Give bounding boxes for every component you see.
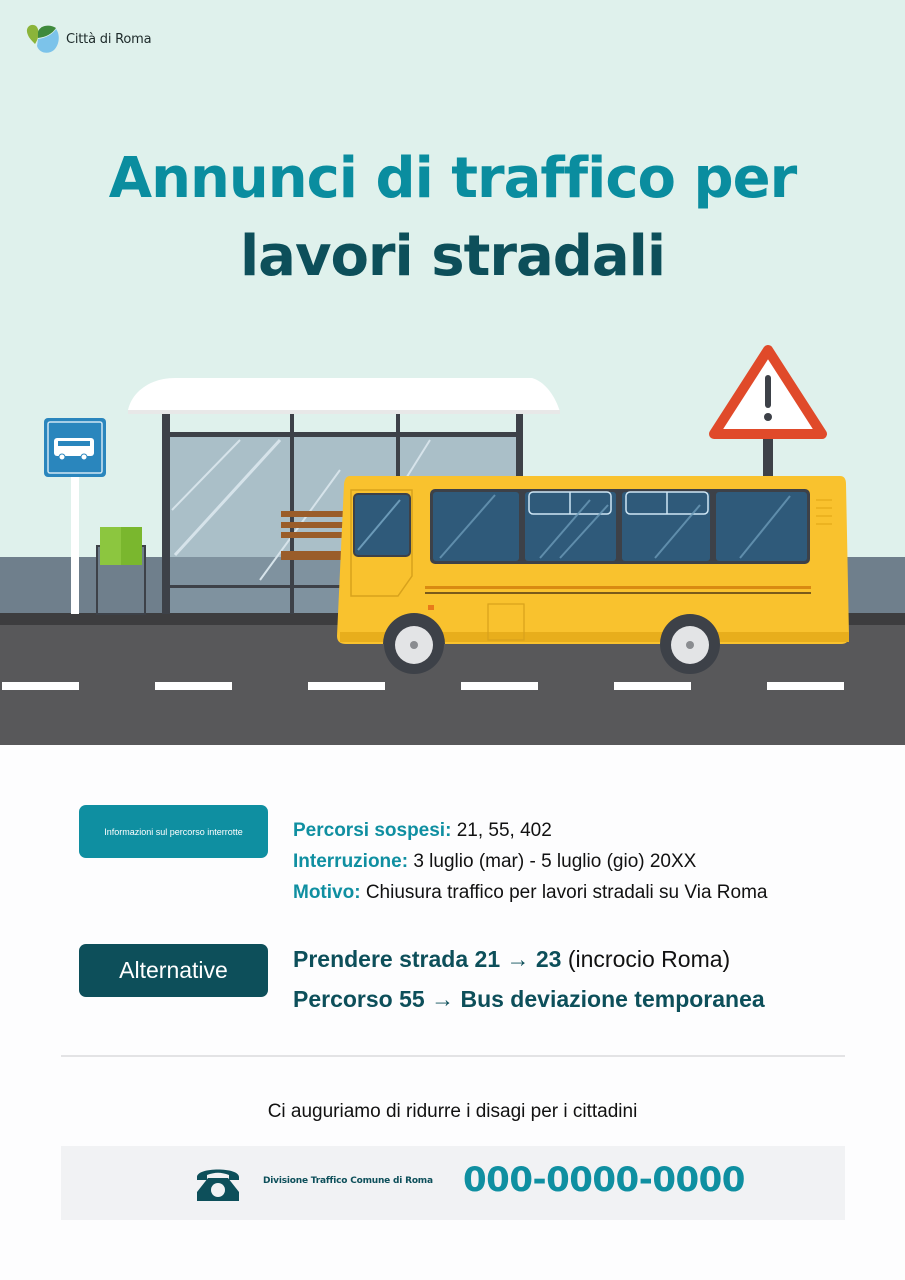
title-line-1: Annunci di traffico per	[108, 146, 797, 211]
division-name: Divisione Traffico Comune di Roma	[263, 1176, 433, 1186]
brand-logo	[24, 22, 151, 56]
divider	[61, 1055, 845, 1057]
title-line-2: lavori stradali	[239, 224, 666, 289]
route-details	[293, 815, 767, 908]
alternatives-list	[293, 939, 765, 1019]
route-info-label: Informazioni sul percorso interrotte	[79, 805, 268, 858]
rear-wheel	[660, 614, 720, 674]
trash-bin	[97, 527, 145, 614]
page-title	[0, 140, 905, 296]
bus-stop-illustration	[0, 330, 905, 745]
closing-message: Ci auguriamo di ridurre i disagi per i cittadini	[267, 1101, 638, 1122]
detail-row-interruption: Interruzione: 3 luglio (mar) - 5 luglio (gio) 20XX	[293, 851, 697, 872]
detail-row-reason: Motivo: Chiusura traffico per lavori stradali su Via Roma	[293, 882, 768, 903]
brand-name: Città di Roma	[66, 31, 152, 47]
detail-row-routes: Percorsi sospesi: 21, 55, 402	[293, 820, 552, 841]
warning-triangle-sign-icon	[714, 350, 822, 478]
alternative-item: Prendere strada 21 → 23 (incrocio Roma)	[293, 946, 731, 972]
alternatives-label: Alternative	[79, 944, 268, 997]
alternative-item: Percorso 55 → Bus deviazione temporanea	[293, 986, 765, 1012]
contact-bar	[61, 1146, 845, 1220]
telephone-icon	[195, 1164, 241, 1202]
phone-number[interactable]: 000-0000-0000	[463, 1160, 745, 1200]
leaf-water-logo-icon	[24, 22, 62, 56]
